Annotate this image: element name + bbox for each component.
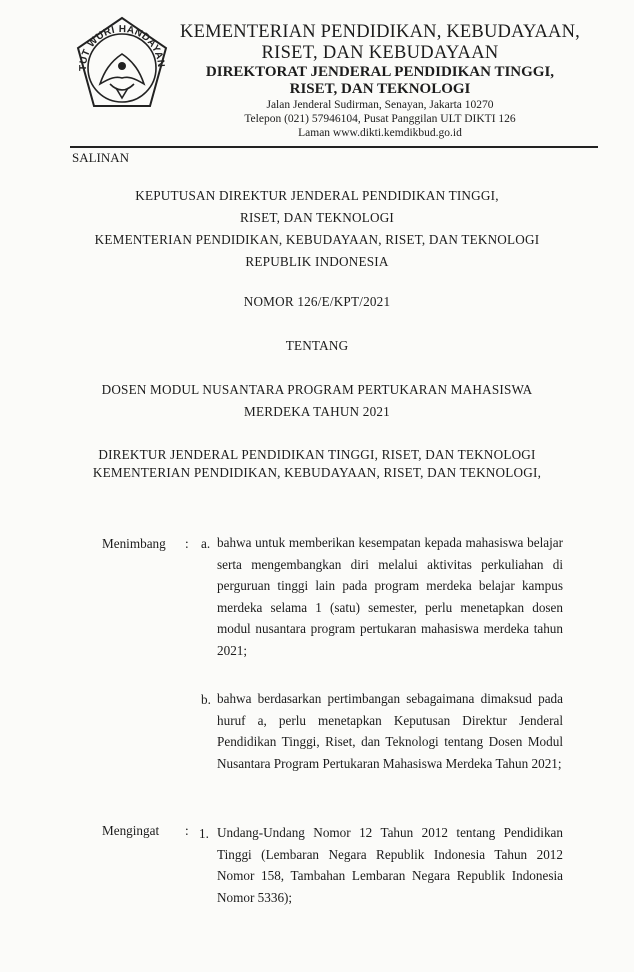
recalling-colon: : [185, 823, 189, 838]
considering-item-a-marker: a. [201, 536, 211, 551]
decree-about-heading: TENTANG [285, 338, 349, 353]
considering-label: Menimbang [102, 536, 166, 551]
copy-label: SALINAN [72, 150, 130, 165]
svg-text:TUT WURI HANDAYANI: TUT WURI HANDAYAN [77, 23, 167, 72]
letterhead-divider [70, 146, 598, 148]
decree-subject-line2: MERDEKA TAHUN 2021 [244, 404, 390, 419]
recalling-label: Mengingat [102, 823, 160, 838]
recalling-item-1-marker: 1. [199, 826, 209, 841]
letterhead-website: Laman www.dikti.kemdikbud.go.id [298, 127, 462, 139]
letterhead-address: Jalan Jenderal Sudirman, Senayan, Jakarta 10270 [266, 99, 494, 111]
considering-colon: : [185, 536, 189, 551]
decree-issuer-line2: KEMENTERIAN PENDIDIKAN, KEBUDAYAAN, RISET, DAN TEKNOLOGI, [92, 465, 542, 480]
directorate-name-line1: DIREKTORAT JENDERAL PENDIDIKAN TINGGI, [205, 64, 555, 80]
decree-number: NOMOR 126/E/KPT/2021 [243, 294, 391, 309]
ministry-name-line1: KEMENTERIAN PENDIDIKAN, KEBUDAYAAN, [180, 22, 580, 42]
recalling-item-1-text: Undang-Undang Nomor 12 Tahun 2012 tentang Pendidikan Tinggi (Lembaran Negara Republik Indonesia Tahun 2012 Nomor 158, Tambahan Lembaran Negara Republik Indonesia Nomor 5336); [217, 825, 563, 905]
decree-title-line2: RISET, DAN TEKNOLOGI [239, 210, 395, 225]
ministry-name-line2: RISET, DAN KEBUDAYAAN [261, 43, 499, 63]
considering-item-b-marker: b. [201, 692, 211, 707]
ministry-logo [70, 14, 174, 118]
considering-item-b-text: bahwa berdasarkan pertimbangan sebagaimana dimaksud pada huruf a, perlu menetapkan Keputusan Direktur Jenderal Pendidikan Tinggi, Riset, dan Teknologi tentang Dosen Modul Nusantara Program Pertukaran Mahasiswa Merdeka Tahun 2021; [217, 691, 563, 771]
decree-title-line4: REPUBLIK INDONESIA [245, 254, 389, 269]
directorate-name-line2: RISET, DAN TEKNOLOGI [289, 81, 471, 97]
tut-wuri-handayani-emblem-icon [70, 14, 174, 118]
letterhead-phone: Telepon (021) 57946104, Pusat Panggilan ULT DIKTI 126 [244, 113, 516, 125]
decree-issuer-line1: DIREKTUR JENDERAL PENDIDIKAN TINGGI, RISET, DAN TEKNOLOGI [98, 447, 536, 462]
decree-subject-line1: DOSEN MODUL NUSANTARA PROGRAM PERTUKARAN MAHASISWA [101, 382, 533, 397]
decree-title-line3: KEMENTERIAN PENDIDIKAN, KEBUDAYAAN, RISET, DAN TEKNOLOGI [94, 232, 540, 247]
decree-title-line1: KEPUTUSAN DIREKTUR JENDERAL PENDIDIKAN TINGGI, [135, 188, 499, 203]
considering-item-a-text: bahwa untuk memberikan kesempatan kepada mahasiswa belajar serta mengembangkan diri melalui aktivitas perkuliahan di perguruan tinggi lain pada program merdeka belajar kampus merdeka selama 1 (satu) semester, perlu menetapkan dosen modul nusantara program pertukaran mahasiswa merdeka tahun 2021; [217, 535, 563, 658]
